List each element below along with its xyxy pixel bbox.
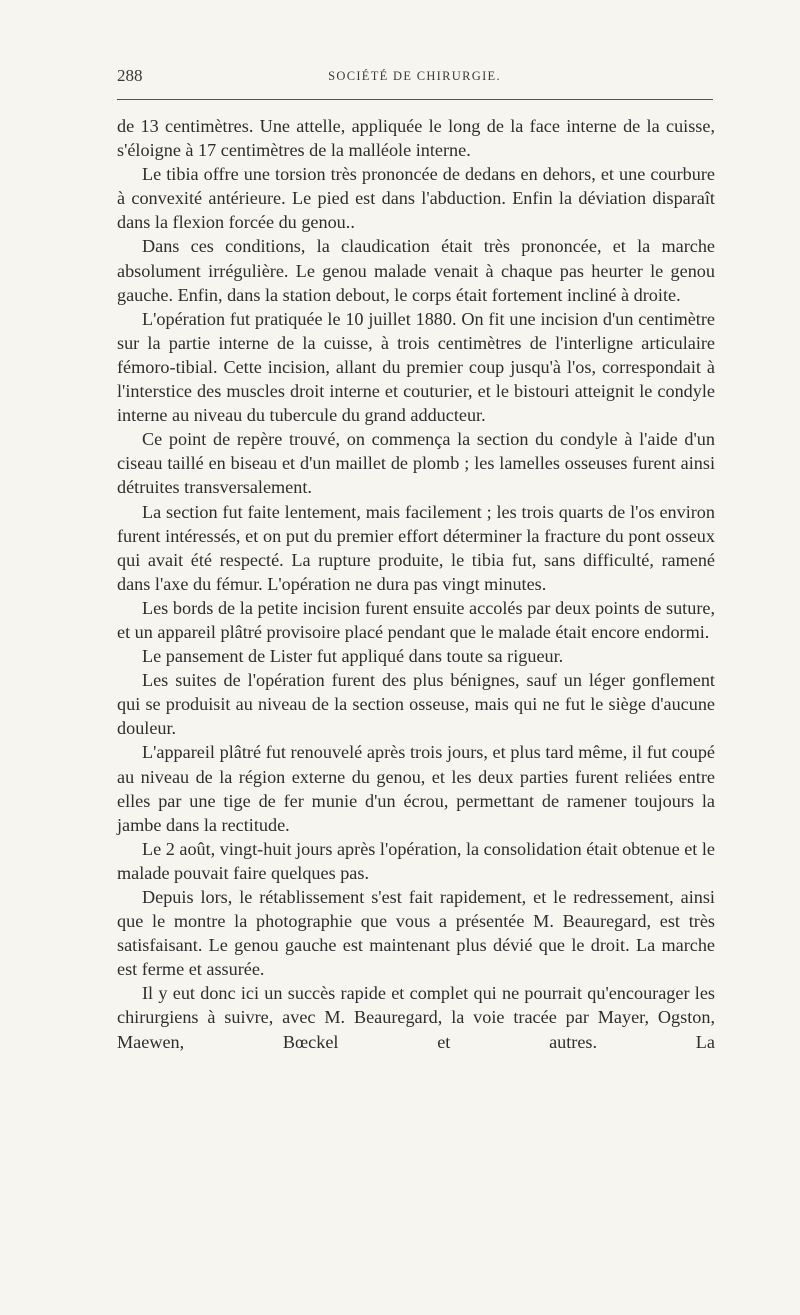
paragraph: Le tibia offre une torsion très prononcée de dedans en dehors, et une courbure à convexité antérieure. Le pied est dans l'abduction. Enfin la déviation disparaît dans la flexion forcée du genou.. (117, 164, 715, 233)
paragraph: L'opération fut pratiquée le 10 juillet 1880. On fit une incision d'un centimètre sur la partie interne de la cuisse, à trois centimètres de l'interligne articulaire fémoro-tibial. Cette incision, allant du premier coup jusqu'à l'os, correspondait à l'interstice des muscles droit interne et couturier, et le bistouri atteignit le condyle interne au niveau du tubercule du grand adducteur. (117, 308, 715, 426)
paragraph: Il y eut donc ici un succès rapide et complet qui ne pourrait qu'encourager les chirurgiens à suivre, avec M. Beauregard, la voie tracée par Mayer, Ogston, Maewen, Bœckel et autres. La (117, 983, 715, 1052)
paragraph: La section fut faite lentement, mais facilement ; les trois quarts de l'os environ furent intéressés, et on put du premier effort déterminer la fracture du pont osseux qui avait été respecté. La rupture produite, le tibia fut, sans difficulté, ramené dans l'axe du fémur. L'opération ne dura pas vingt minutes. (117, 501, 715, 594)
page-number: 288 (117, 66, 143, 85)
running-title: SOCIÉTÉ DE CHIRURGIE. (328, 69, 501, 83)
header-rule (117, 99, 713, 100)
paragraph: Le pansement de Lister fut appliqué dans toute sa rigueur. (142, 646, 564, 667)
paragraph: Depuis lors, le rétablissement s'est fait rapidement, et le redressement, ainsi que le montre la photographie que vous a présentée M. Beauregard, est très satisfaisant. Le genou gauche est maintenant plus dévié que le droit. La marche est ferme et assurée. (117, 887, 715, 980)
paragraph: de 13 centimètres. Une attelle, appliquée le long de la face interne de la cuisse, s'éloigne à 17 centimètres de la malléole interne. (117, 116, 715, 161)
paragraph: Les suites de l'opération furent des plus bénignes, sauf un léger gonflement qui se produisit au niveau de la section osseuse, mais qui ne fut le siège d'aucune douleur. (117, 670, 715, 739)
page-header (117, 66, 712, 90)
paragraph: L'appareil plâtré fut renouvelé après trois jours, et plus tard même, il fut coupé au niveau de la région externe du genou, et les deux parties furent reliées entre elles par une tige de fer munie d'un écrou, permettant de ramener toujours la jambe dans la rectitude. (117, 742, 715, 835)
paragraph: Ce point de repère trouvé, on commença la section du condyle à l'aide d'un ciseau taillé en biseau et d'un maillet de plomb ; les lamelles osseuses furent ainsi détruites transversalement. (117, 429, 715, 498)
paragraph: Le 2 août, vingt-huit jours après l'opération, la consolidation était obtenue et le malade pouvait faire quelques pas. (117, 838, 715, 883)
paragraph: Dans ces conditions, la claudication était très prononcée, et la marche absolument irrégulière. Le genou malade venait à chaque pas heurter le genou gauche. Enfin, dans la station debout, le corps était fortement incliné à droite. (117, 236, 715, 305)
paragraph: Les bords de la petite incision furent ensuite accolés par deux points de suture, et un appareil plâtré provisoire placé pendant que le malade était encore endormi. (117, 597, 715, 642)
body-text (117, 114, 715, 1054)
